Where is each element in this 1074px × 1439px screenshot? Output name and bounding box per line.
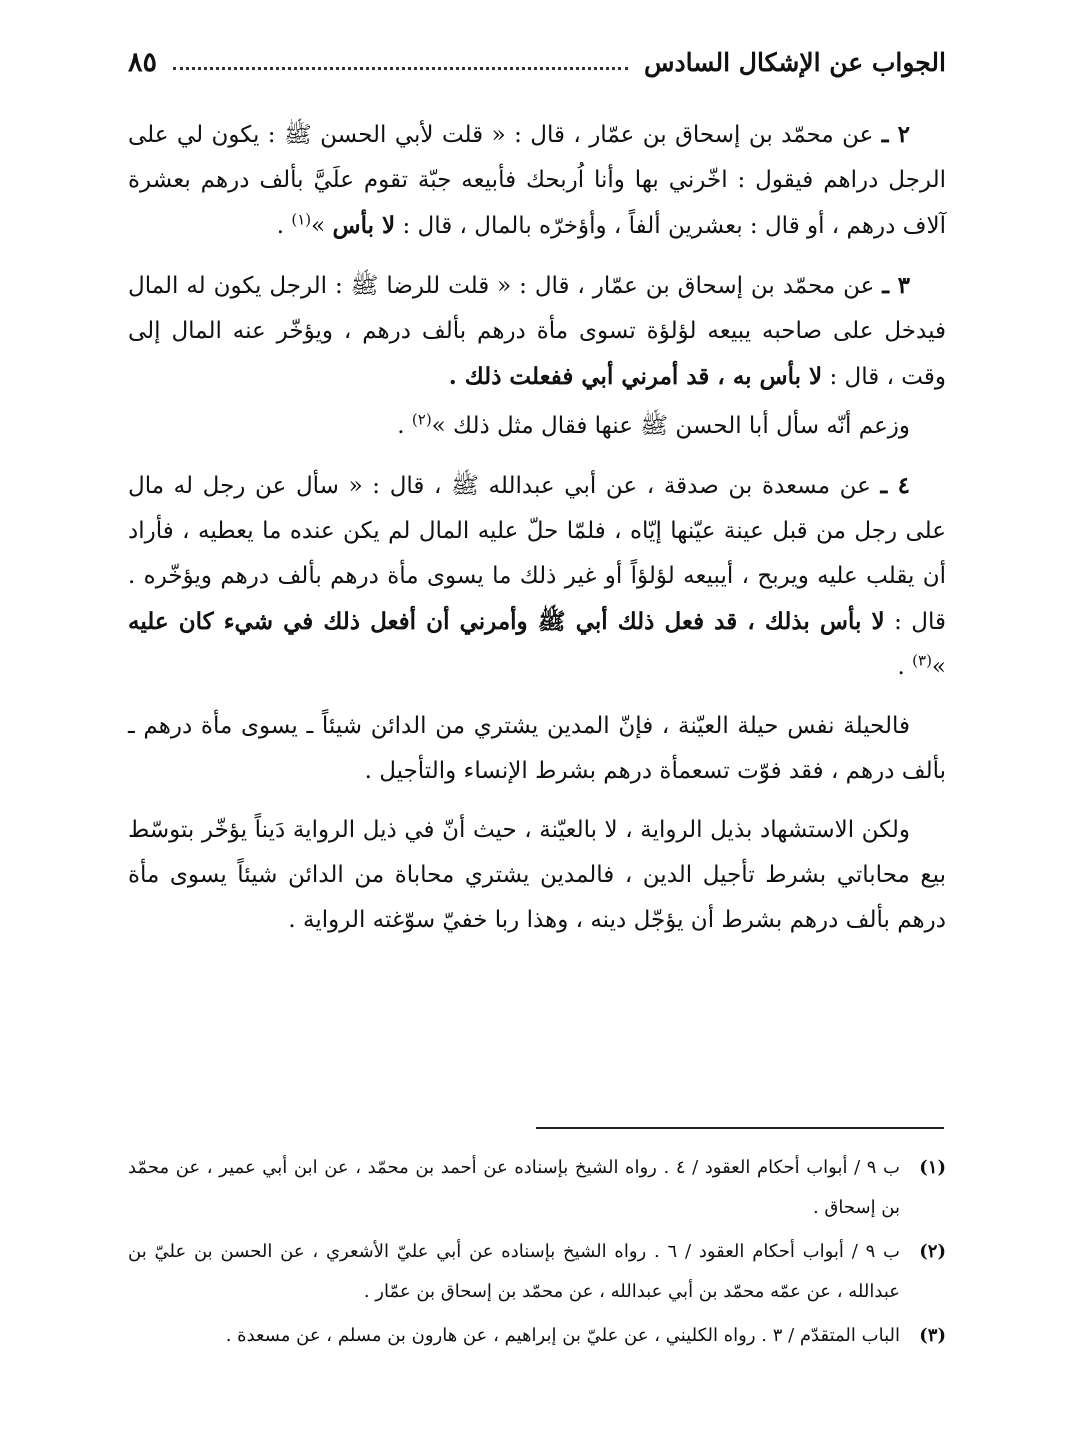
leader-dots (173, 67, 628, 70)
footnote-label: (٣) (919, 1325, 946, 1346)
narration-number: ٣ ـ (882, 272, 910, 299)
footnote-3 (128, 1316, 946, 1356)
footnote-ref[interactable]: (٣) (912, 651, 932, 670)
page-header (128, 40, 946, 84)
narration-3-continuation (128, 404, 946, 449)
period: . (397, 413, 412, 439)
main-text (128, 112, 946, 957)
page-number: ٨٥ (128, 46, 158, 78)
footnote-ref[interactable]: (١) (291, 210, 312, 229)
narration-number: ٢ ـ (881, 121, 911, 148)
footnote-ref[interactable]: (٢) (411, 410, 432, 429)
narration-4 (128, 463, 946, 690)
footnote-2 (128, 1232, 946, 1312)
commentary-paragraph-2: ولكن الاستشهاد بذيل الرواية ، لا بالعيّنة ، حيث أنّ في ذيل الرواية دَيناً يؤخّر بتوسّط بيع محاباتي بشرط تأجيل الدين ، فالمدين يشتري محاباة من الدائن شيئاً يسوى مأة درهم بألف درهم بشرط أن يؤجّل دينه ، وهذا ربا خفيّ سوّغته الرواية . (128, 817, 946, 933)
footnote-1 (128, 1148, 946, 1228)
narration-3 (128, 263, 946, 400)
bold-ruling: لا بأس (332, 212, 396, 239)
quote-close: » (931, 654, 946, 680)
bold-ruling: لا بأس به ، قد أمرني أبي ففعلت ذلك . (448, 363, 823, 390)
narration-number: ٤ ـ (880, 472, 910, 499)
footnote-text: ب ٩ / أبواب أحكام العقود / ٤ . رواه الشيخ بإسناده عن أحمد بن محمّد ، عن ابن أبي عمير ، عن محمّد بن إسحاق . (128, 1157, 900, 1218)
narration-text: عن محمّد بن إسحاق بن عمّار ، قال : « قلت للرضا ﷺ : الرجل يكون له المال فيدخل على صاحبه يبيعه لؤلؤة تسوى مأة درهم بألف درهم ، ويؤخّر عنه المال إلى وقت ، قال : (128, 273, 946, 390)
footnotes (128, 1148, 946, 1360)
narration-2 (128, 112, 946, 249)
period: . (897, 654, 913, 680)
bold-ruling: لا بأس بذلك ، قد فعل ذلك أبي ﷺ وأمرني أن أفعل ذلك في شيء كان عليه (128, 608, 885, 635)
running-title: الجواب عن الإشكال السادس (643, 47, 946, 77)
narration-text: عن محمّد بن إسحاق بن عمّار ، قال : « قلت لأبي الحسن ﷺ : يكون لي على الرجل دراهم فيقول : اخّرني بها وأنا اُربحك فأبيعه جبّة تقوم علَيَّ بألف درهم بعشرة آلاف درهم ، أو قال : بعشرين ألفاً ، وأؤخرّه بالمال ، قال : (128, 122, 946, 239)
narration-text: عن مسعدة بن صدقة ، عن أبي عبدالله ﷺ ، قال : « سأل عن رجل له مال على رجل من قبل عينة عيّنها إيّاه ، فلمّا حلّ عليه المال لم يكن عنده ما يعطيه ، فأراد أن يقلب عليه ويربح ، أيبيعه لؤلؤاً أو غير ذلك ما يسوى مأة درهم بألف درهم ويؤخّره . قال : (128, 473, 946, 635)
footnote-label: (١) (919, 1157, 946, 1178)
footnote-text: ب ٩ / أبواب أحكام العقود / ٦ . رواه الشيخ بإسناده عن أبي عليّ الأشعري ، عن الحسن بن عليّ بن عبدالله ، عن عمّه محمّد بن أبي عبدالله ، عن محمّد بن إسحاق بن عمّار . (128, 1241, 900, 1302)
quote-close: » (311, 213, 333, 239)
footnote-text: الباب المتقدّم / ٣ . رواه الكليني ، عن عليّ بن إبراهيم ، عن هارون بن مسلم ، عن مسعدة . (225, 1325, 900, 1346)
period: . (276, 213, 292, 239)
narration-text: وزعم أنّه سأل أبا الحسن ﷺ عنها فقال مثل ذلك » (431, 413, 910, 439)
footnote-label: (٢) (919, 1241, 946, 1262)
footnote-separator (536, 1127, 944, 1129)
commentary-paragraph: فالحيلة نفس حيلة العيّنة ، فإنّ المدين يشتري من الدائن شيئاً ـ يسوى مأة درهم ـ بألف درهم ، فقد فوّت تسعمأة درهم بشرط الإنساء والتأجيل . (128, 713, 946, 784)
